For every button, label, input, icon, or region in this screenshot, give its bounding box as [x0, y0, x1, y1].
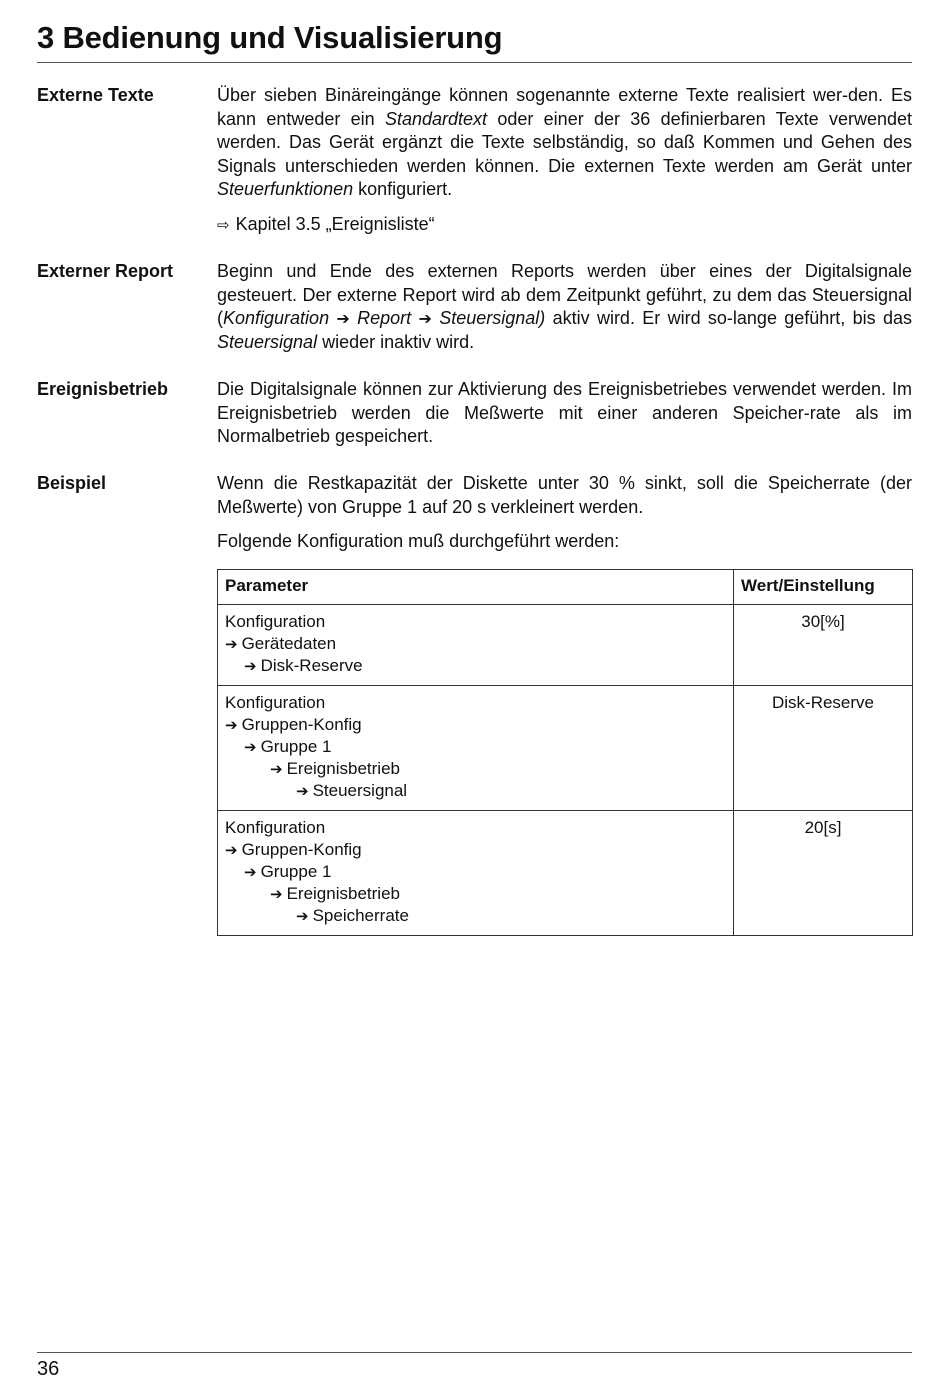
page-footer	[37, 1352, 912, 1381]
arrow-icon: ➔	[244, 863, 257, 881]
arrow-icon: ➔	[296, 782, 309, 800]
section-label: Ereignisbetrieb	[37, 379, 169, 399]
section-body	[217, 472, 912, 554]
parameter-value: 20[s]	[734, 811, 913, 936]
table-row	[218, 605, 913, 686]
section-body	[217, 84, 912, 237]
column-header-parameter: Parameter	[218, 570, 734, 605]
page-header	[37, 18, 912, 63]
arrow-icon: ➔	[244, 657, 257, 675]
arrow-icon: ➔	[336, 309, 350, 328]
path-segment: ➔ Gerätedaten	[225, 634, 337, 653]
section-body	[217, 378, 912, 449]
section-label: Externe Texte	[37, 85, 154, 105]
parameter-path	[218, 605, 734, 686]
path-segment: Konfiguration	[225, 818, 326, 837]
parameter-path	[218, 686, 734, 811]
section-body	[217, 260, 912, 354]
parameter-value: Disk-Reserve	[734, 686, 913, 811]
paragraph: Wenn die Restkapazität der Diskette unter 30 % sinkt, soll die Speicherrate (der Meßwerte) von Gruppe 1 auf 20 s verkleinert werden.	[217, 473, 912, 517]
arrow-icon: ➔	[244, 738, 257, 756]
parameter-path	[218, 811, 734, 936]
table-row	[218, 811, 913, 936]
path-segment: Konfiguration	[225, 693, 326, 712]
arrow-icon: ➔	[270, 760, 283, 778]
path-segment: ➔ Speicherrate	[296, 906, 409, 925]
path-segment: ➔ Gruppe 1	[244, 862, 332, 881]
arrow-icon: ➔	[225, 635, 238, 653]
table-header-row	[218, 570, 913, 605]
paragraph: Folgende Konfiguration muß durchgeführt werden:	[217, 531, 620, 551]
path-segment: ➔ Ereignisbetrieb	[270, 884, 400, 903]
configuration-table	[217, 569, 913, 936]
section-label: Externer Report	[37, 261, 174, 281]
arrow-icon: ➔	[270, 885, 283, 903]
paragraph: Über sieben Binäreingänge können sogenannte externe Texte realisiert wer-den. Es kann entweder ein Standardtext oder einer der 36 definierbaren Texte verwendet werden. Das Gerät ergänzt die Texte selbständig, so daß Kommen und Gehen des Signals unterschieden werden können. Die externen Texte werden am Gerät unter Steuerfunktionen konfiguriert.	[217, 85, 912, 199]
page-title: 3 Bedienung und Visualisierung	[37, 20, 503, 55]
arrow-icon: ➔	[225, 716, 238, 734]
parameter-value: 30[%]	[734, 605, 913, 686]
path-segment: ➔ Gruppen-Konfig	[225, 715, 362, 734]
arrow-icon: ➔	[296, 907, 309, 925]
path-segment: ➔ Steuersignal	[296, 781, 408, 800]
table-row	[218, 686, 913, 811]
path-segment: ➔ Disk-Reserve	[244, 656, 363, 675]
arrow-icon: ➔	[418, 309, 432, 328]
arrow-icon: ➔	[225, 841, 238, 859]
section-label: Beispiel	[37, 473, 107, 493]
path-segment: Konfiguration	[225, 612, 326, 631]
path-segment: ➔ Gruppen-Konfig	[225, 840, 362, 859]
cross-reference[interactable]: ⇨ Kapitel 3.5 „Ereignisliste“	[217, 213, 435, 234]
right-arrow-icon: ⇨	[217, 215, 230, 234]
path-segment: ➔ Gruppe 1	[244, 737, 332, 756]
page-number: 36	[37, 1358, 60, 1380]
column-header-value: Wert/Einstellung	[734, 570, 913, 605]
paragraph: Die Digitalsignale können zur Aktivierung des Ereignisbetriebes verwendet werden. Im Ereignisbetrieb werden die Meßwerte mit einer anderen Speicher-rate als im Normalbetrieb gespeichert.	[217, 379, 912, 446]
paragraph: Beginn und Ende des externen Reports werden über eines der Digitalsignale gesteuert. Der externe Report wird ab dem Zeitpunkt geführt, zu dem das Steuersignal (Konfiguration ➔ Report ➔ Steuersignal) aktiv wird. Er wird so-lange geführt, bis das Steuersignal wieder inaktiv wird.	[217, 261, 912, 352]
path-segment: ➔ Ereignisbetrieb	[270, 759, 400, 778]
